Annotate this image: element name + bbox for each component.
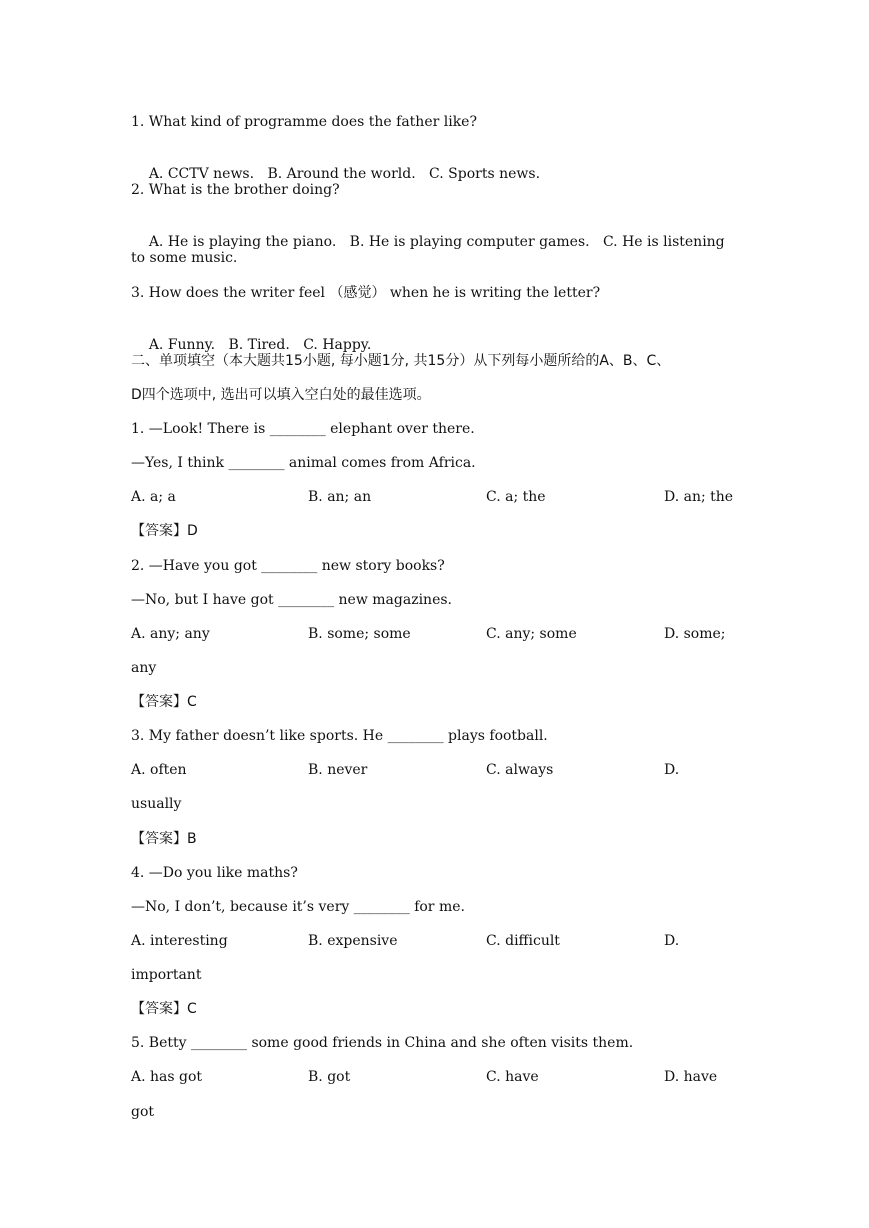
option-d: D. an; the <box>664 489 734 505</box>
option-c: C. any; some <box>486 626 577 642</box>
option-b: B. expensive <box>308 933 398 949</box>
question-1-line2: —Yes, I think ________ animal comes from Africa. <box>131 455 476 471</box>
option-c: C. have <box>486 1069 539 1085</box>
option-b: B. He is playing computer games. <box>349 234 590 250</box>
listening-q3: 3. How does the writer feel （感觉） when he is writing the letter? <box>131 285 601 301</box>
option-a: A. CCTV news. <box>148 166 255 182</box>
option-c: C. a; the <box>486 489 546 505</box>
answer-1: 【答案】D <box>131 523 198 539</box>
option-d: D. <box>664 762 680 778</box>
question-2-line1: 2. —Have you got ________ new story books? <box>131 558 445 574</box>
question-5-line1: 5. Betty ________ some good friends in China and she often visits them. <box>131 1035 634 1051</box>
option-d: D. have <box>664 1069 718 1085</box>
section-heading-line1: 二、单项填空（本大题共15小题, 每小题1分, 共15分）从下列每小题所给的A、B、C、 <box>131 353 671 369</box>
option-a: A. any; any <box>131 626 210 642</box>
question-5-option-continued: got <box>131 1104 155 1120</box>
option-b: B. some; some <box>308 626 411 642</box>
option-c: C. He is listening <box>602 234 725 250</box>
question-3-option-continued: usually <box>131 796 182 812</box>
question-4-option-continued: important <box>131 967 202 983</box>
option-a: A. Funny. <box>148 337 216 353</box>
listening-q2-option-continued: to some music. <box>131 250 238 266</box>
option-a: A. He is playing the piano. <box>148 234 337 250</box>
answer-2: 【答案】C <box>131 694 197 710</box>
option-d: D. <box>664 933 680 949</box>
option-b: B. got <box>308 1069 351 1085</box>
question-3-line1: 3. My father doesn’t like sports. He ________ plays football. <box>131 728 548 744</box>
option-c: C. always <box>486 762 554 778</box>
option-a: A. has got <box>131 1069 203 1085</box>
option-a: A. often <box>131 762 187 778</box>
question-4-line2: —No, I don’t, because it’s very ________ for me. <box>131 899 465 915</box>
question-2-options <box>131 625 741 643</box>
listening-q1: 1. What kind of programme does the father like? <box>131 114 477 130</box>
question-1-options <box>131 488 741 506</box>
question-4-options <box>131 932 741 950</box>
option-b: B. Tired. <box>228 337 290 353</box>
option-b: B. an; an <box>308 489 372 505</box>
option-d: D. some; <box>664 626 726 642</box>
listening-q2: 2. What is the brother doing? <box>131 182 340 198</box>
question-2-line2: —No, but I have got ________ new magazines. <box>131 592 452 608</box>
answer-4: 【答案】C <box>131 1001 197 1017</box>
option-c: C. Happy. <box>303 337 372 353</box>
question-4-line1: 4. —Do you like maths? <box>131 865 298 881</box>
answer-3: 【答案】B <box>131 831 197 847</box>
option-a: A. interesting <box>131 933 228 949</box>
section-heading-line2: D四个选项中, 选出可以填入空白处的最佳选项。 <box>131 387 431 403</box>
question-2-option-continued: any <box>131 660 157 676</box>
option-a: A. a; a <box>131 489 176 505</box>
option-b: B. Around the world. <box>267 166 416 182</box>
question-1-line1: 1. —Look! There is ________ elephant over there. <box>131 421 475 437</box>
option-c: C. difficult <box>486 933 560 949</box>
option-b: B. never <box>308 762 368 778</box>
question-3-options <box>131 761 741 779</box>
option-c: C. Sports news. <box>429 166 541 182</box>
question-5-options <box>131 1068 741 1086</box>
